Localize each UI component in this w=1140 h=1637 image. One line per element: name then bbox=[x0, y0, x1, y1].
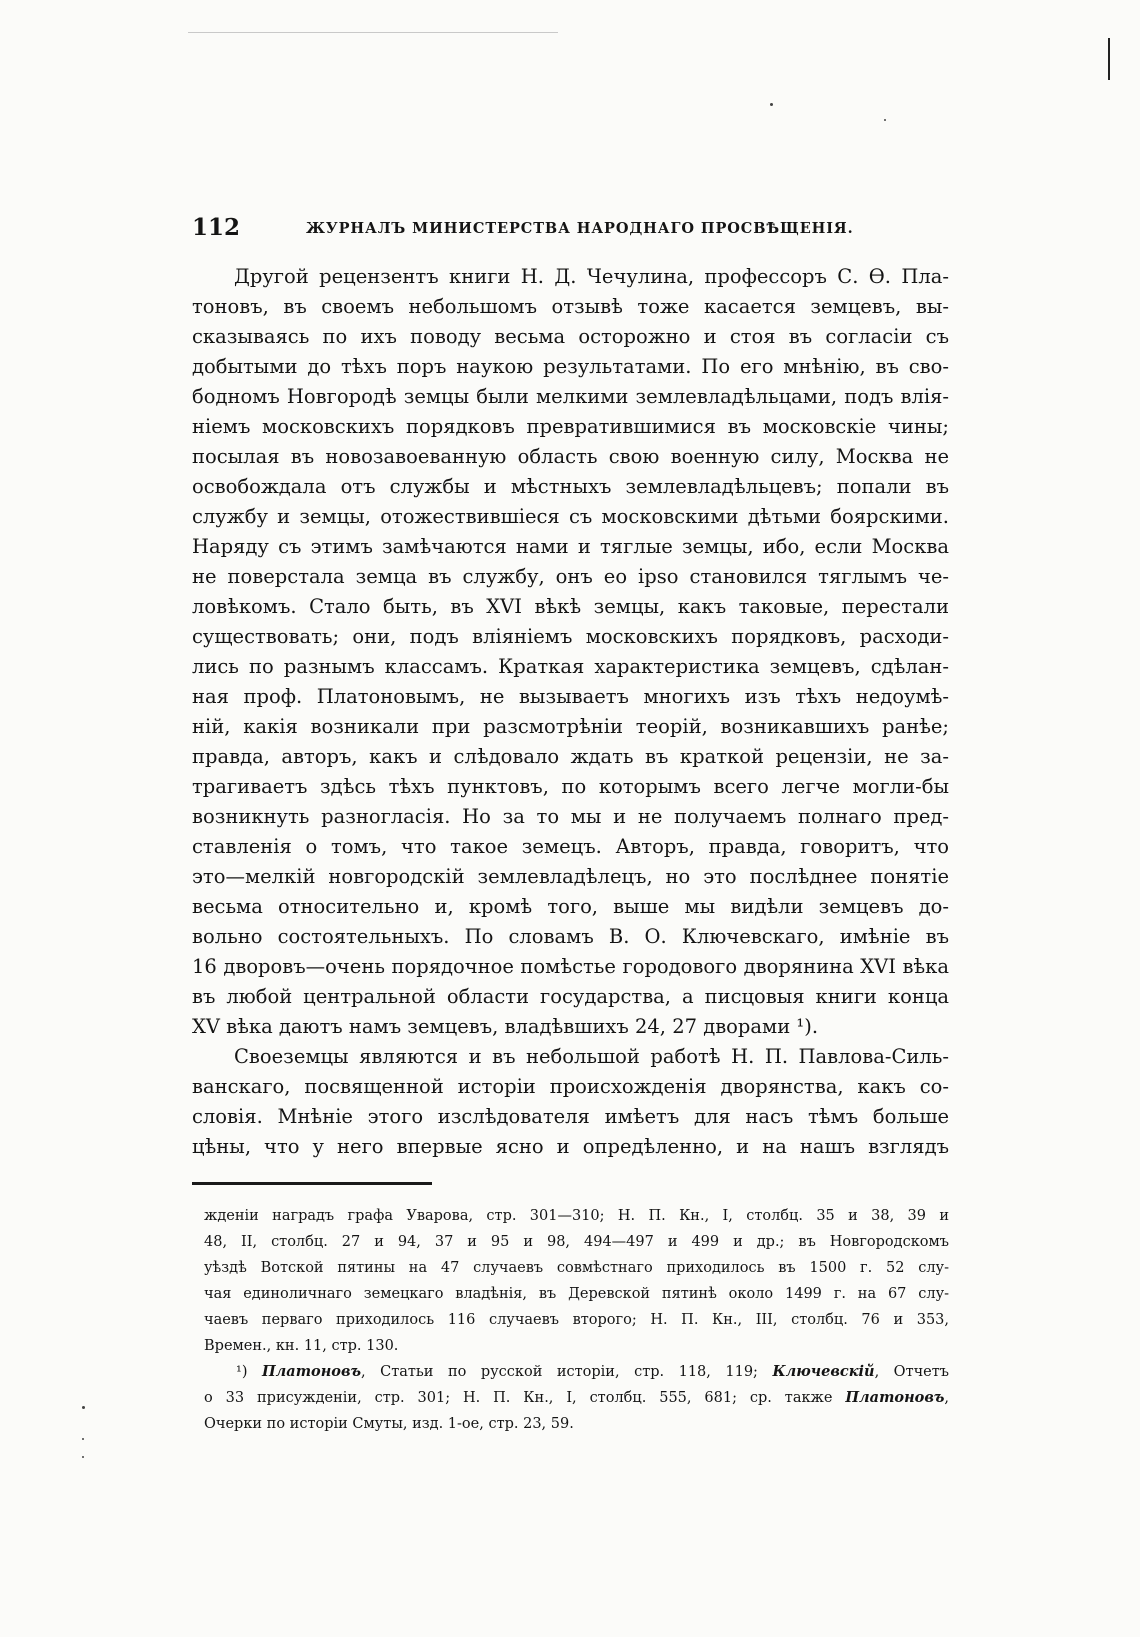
text-line: освобождала отъ службы и мѣстныхъ землевладѣльцевъ; попали въ bbox=[192, 475, 949, 498]
text-line: цѣны, что у него впервые ясно и опредѣленно, и на нашъ взглядъ bbox=[192, 1135, 949, 1158]
text-line: 16 дворовъ—очень порядочное помѣстье городового дворянина XVI вѣка bbox=[192, 955, 949, 978]
footnotes bbox=[204, 1203, 949, 1437]
text-line: лись по разнымъ классамъ. Краткая характеристика земцевъ, сдѣлан- bbox=[192, 655, 949, 678]
cited-author: Платоновъ bbox=[261, 1363, 362, 1380]
citation-text: , Статьи по русской исторіи, стр. 118, 119; bbox=[361, 1364, 758, 1380]
text-line: ставленія о томъ, что такое земецъ. Авторъ, правда, говоритъ, что bbox=[192, 835, 949, 858]
citation-text: , Отчетъ bbox=[874, 1364, 950, 1380]
footnote-line: Времен., кн. 11, стр. 130. bbox=[204, 1338, 399, 1354]
text-line: XV вѣка даютъ намъ земцевъ, владѣвшихъ 24, 27 дворами ¹). bbox=[192, 1015, 819, 1038]
text-line: Наряду съ этимъ замѣчаются нами и тяглые земцы, ибо, если Москва bbox=[192, 535, 949, 558]
page-number: 112 bbox=[192, 214, 241, 241]
cited-author: Платоновъ bbox=[845, 1389, 945, 1406]
text-line: весьма относительно и, кромѣ того, выше мы видѣли земцевъ до- bbox=[192, 895, 949, 918]
text-line: правда, авторъ, какъ и слѣдовало ждать въ краткой рецензіи, не за- bbox=[192, 745, 949, 768]
footnote-1-line bbox=[204, 1359, 949, 1385]
text-line: это—мелкій новгородскій землевладѣлецъ, но это послѣднее понятіе bbox=[192, 865, 949, 888]
footnote-line: чая единоличнаго земецкаго владѣнія, въ Деревской пятинѣ около 1499 г. на 67 слу- bbox=[204, 1286, 949, 1302]
text-line: ній, какія возникали при разсмотрѣніи теорій, возникавшихъ ранѣе; bbox=[192, 715, 949, 738]
text-line: сказываясь по ихъ поводу весьма осторожно и стоя въ согласіи съ bbox=[192, 325, 949, 348]
footnote-line: жденіи наградъ графа Уварова, стр. 301—310; Н. П. Кн., I, столбц. 35 и 38, 39 и bbox=[204, 1208, 949, 1224]
scan-speck bbox=[82, 1438, 84, 1440]
text-line: добытыми до тѣхъ поръ наукою результатами. По его мнѣнію, въ сво- bbox=[192, 355, 949, 378]
text-line: возникнуть разногласія. Но за то мы и не получаемъ полнаго пред- bbox=[192, 805, 949, 828]
footnote-line: чаевъ перваго приходилось 116 случаевъ второго; Н. П. Кн., III, столбц. 76 и 353, bbox=[204, 1312, 949, 1328]
text-line: ная проф. Платоновымъ, не вызываетъ многихъ изъ тѣхъ недоумѣ- bbox=[192, 685, 949, 708]
top-scan-rule bbox=[188, 32, 558, 33]
scan-speck bbox=[770, 103, 773, 106]
text-line: тоновъ, въ своемъ небольшомъ отзывѣ тоже касается земцевъ, вы- bbox=[192, 295, 949, 318]
citation-text: о 33 присужденіи, стр. 301; Н. П. Кн., I, столбц. 555, 681; ср. также bbox=[204, 1390, 833, 1406]
text-line: Своеземцы являются и въ небольшой работѣ Н. П. Павлова-Силь- bbox=[234, 1045, 949, 1068]
binding-edge-mark bbox=[1108, 38, 1110, 80]
text-line: Другой рецензентъ книги Н. Д. Чечулина, профессоръ С. Ѳ. Пла- bbox=[234, 265, 949, 288]
footnote-1-line: Очерки по исторіи Смуты, изд. 1-ое, стр. 23, 59. bbox=[204, 1416, 574, 1432]
footnote-separator bbox=[192, 1182, 432, 1185]
scan-speck bbox=[884, 119, 886, 121]
scan-speck bbox=[82, 1406, 85, 1409]
footnote-line: 48, II, столбц. 27 и 94, 37 и 95 и 98, 494—497 и 499 и др.; въ Новгородскомъ bbox=[204, 1234, 949, 1250]
text-line: существовать; они, подъ вліяніемъ московскихъ порядковъ, расходи- bbox=[192, 625, 949, 648]
cited-author: Ключевскій bbox=[772, 1363, 875, 1380]
text-line: службу и земцы, отожествившіеся съ московскими дѣтьми боярскими. bbox=[192, 505, 949, 528]
text-line: вольно состоятельныхъ. По словамъ В. О. Ключевскаго, имѣніе въ bbox=[192, 925, 949, 948]
text-line: въ любой центральной области государства, а писцовыя книги конца bbox=[192, 985, 949, 1008]
main-text bbox=[192, 262, 949, 1162]
text-line: ванскаго, посвященной исторіи происхожденія дворянства, какъ со- bbox=[192, 1075, 949, 1098]
footnote-line: уѣздѣ Вотской пятины на 47 случаевъ совмѣстнаго приходилось въ 1500 г. 52 слу- bbox=[204, 1260, 949, 1276]
footnote-1-line: о 33 присужденіи, стр. 301; Н. П. Кн., I, столбц. 555, 681; ср. также Платоновъ, bbox=[204, 1389, 949, 1406]
page-header bbox=[192, 214, 949, 244]
text-line: словія. Мнѣніе этого изслѣдователя имѣетъ для насъ тѣмъ больше bbox=[192, 1105, 949, 1128]
scan-speck bbox=[82, 1456, 84, 1458]
text-line: ловѣкомъ. Стало быть, въ XVI вѣкѣ земцы, какъ таковые, перестали bbox=[192, 595, 949, 618]
text-line: посылая въ новозавоеванную область свою военную силу, Москва не bbox=[192, 445, 949, 468]
footnote-marker: ¹) bbox=[236, 1364, 248, 1380]
text-line: ніемъ московскихъ порядковъ превратившимися въ московскіе чины; bbox=[192, 415, 949, 438]
text-line: не поверстала земца въ службу, онъ eo ipso становился тяглымъ че- bbox=[192, 565, 949, 588]
text-line: трагиваетъ здѣсь тѣхъ пунктовъ, по которымъ всего легче могли-бы bbox=[192, 775, 949, 798]
running-title: ЖУРНАЛЪ МИНИСТЕРСТВА НАРОДНАГО ПРОСВѢЩЕНІЯ. bbox=[306, 220, 854, 237]
text-line: бодномъ Новгородѣ земцы были мелкими землевладѣльцами, подъ влія- bbox=[192, 385, 949, 408]
